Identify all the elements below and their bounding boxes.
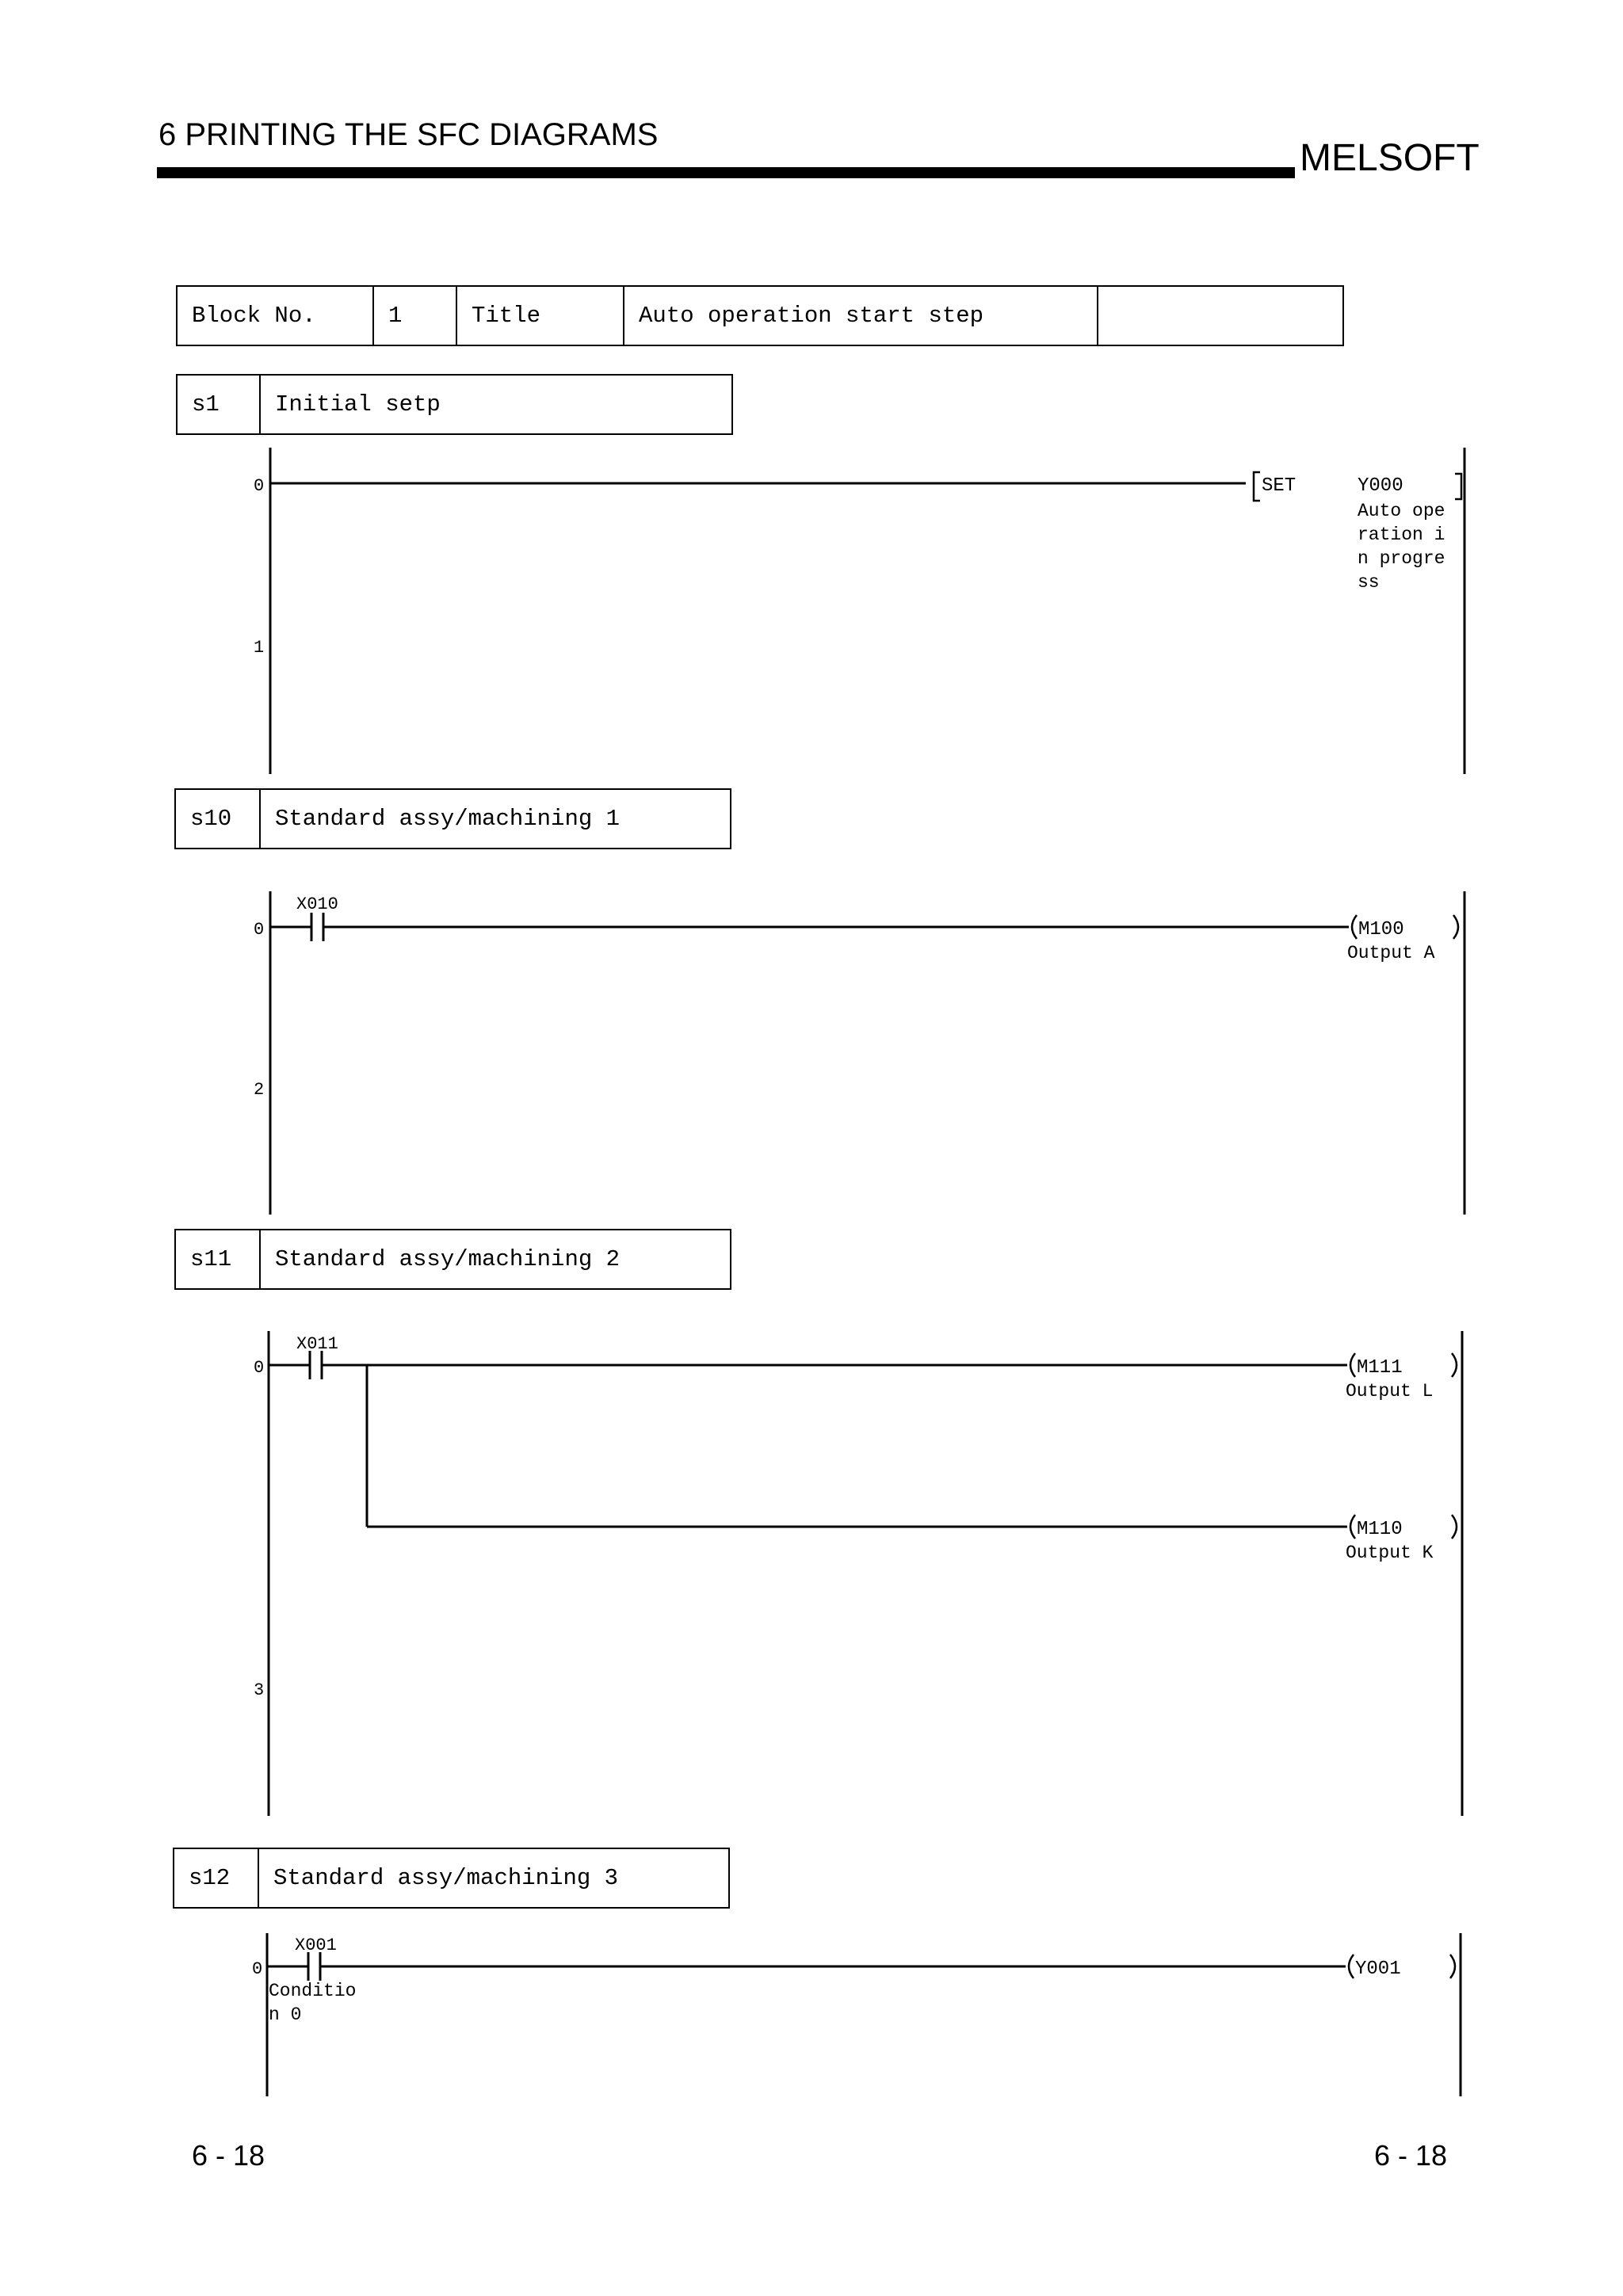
output-comment: Output K — [1346, 1543, 1434, 1563]
coil-open — [1349, 1955, 1354, 1978]
page-number-left: 6 - 18 — [192, 2139, 265, 2172]
block-no-value: 1 — [374, 287, 457, 345]
coil-close — [1453, 915, 1458, 939]
contact-comment: Conditio — [269, 1981, 357, 2001]
output-comment: n progre — [1358, 548, 1445, 569]
contact-device: X011 — [296, 1334, 338, 1354]
output-comment: ration i — [1358, 524, 1445, 545]
output-device: Y000 — [1358, 475, 1403, 497]
step-id: s10 — [176, 790, 261, 848]
step-id: s11 — [176, 1230, 261, 1288]
page-number-right: 6 - 18 — [1374, 2139, 1448, 2172]
output-comment: Auto ope — [1358, 501, 1445, 521]
line-number: 0 — [254, 920, 265, 940]
coil-close — [1452, 1353, 1457, 1377]
coil-open — [1350, 1353, 1355, 1377]
line-number: 3 — [254, 1680, 265, 1700]
output-comment: ss — [1358, 572, 1380, 593]
title-value: Auto operation start step — [624, 287, 1098, 345]
set-close-bracket — [1455, 474, 1461, 499]
block-no-label: Block No. — [178, 287, 374, 345]
contact-device: X010 — [296, 894, 338, 914]
coil-close — [1452, 1515, 1457, 1539]
step-id: s1 — [178, 376, 261, 433]
contact-device: X001 — [295, 1936, 337, 1955]
set-instruction: SET — [1262, 475, 1296, 497]
coil-close — [1450, 1955, 1455, 1978]
step-name: Standard assy/machining 2 — [275, 1246, 621, 1272]
contact-comment: n 0 — [269, 2004, 302, 2025]
ladder-s12 — [252, 1933, 1461, 2096]
output-device: M110 — [1357, 1519, 1403, 1540]
brand-name: MELSOFT — [1300, 137, 1480, 179]
line-number: 0 — [252, 1959, 263, 1979]
line-number: 0 — [254, 1358, 265, 1378]
output-comment: Output A — [1347, 943, 1435, 963]
coil-open — [1350, 1515, 1355, 1539]
output-device: M100 — [1358, 919, 1404, 940]
section-title: 6 PRINTING THE SFC DIAGRAMS — [158, 117, 659, 152]
output-comment: Output L — [1346, 1381, 1434, 1402]
ladder-s11 — [254, 1331, 1462, 1816]
step-name: Standard assy/machining 3 — [273, 1865, 619, 1891]
step-id: s12 — [174, 1849, 259, 1907]
set-open-bracket — [1254, 472, 1260, 501]
output-device: Y001 — [1355, 1958, 1401, 1980]
output-device: M111 — [1357, 1357, 1403, 1379]
ladder-s1 — [254, 448, 1465, 774]
step-name: Standard assy/machining 1 — [275, 806, 621, 832]
coil-open — [1352, 915, 1357, 939]
line-number: 1 — [254, 638, 265, 658]
line-number: 0 — [254, 476, 265, 496]
ladder-s10 — [254, 891, 1465, 1215]
title-label: Title — [457, 287, 624, 345]
line-number: 2 — [254, 1080, 265, 1100]
step-name: Initial setp — [275, 391, 441, 418]
